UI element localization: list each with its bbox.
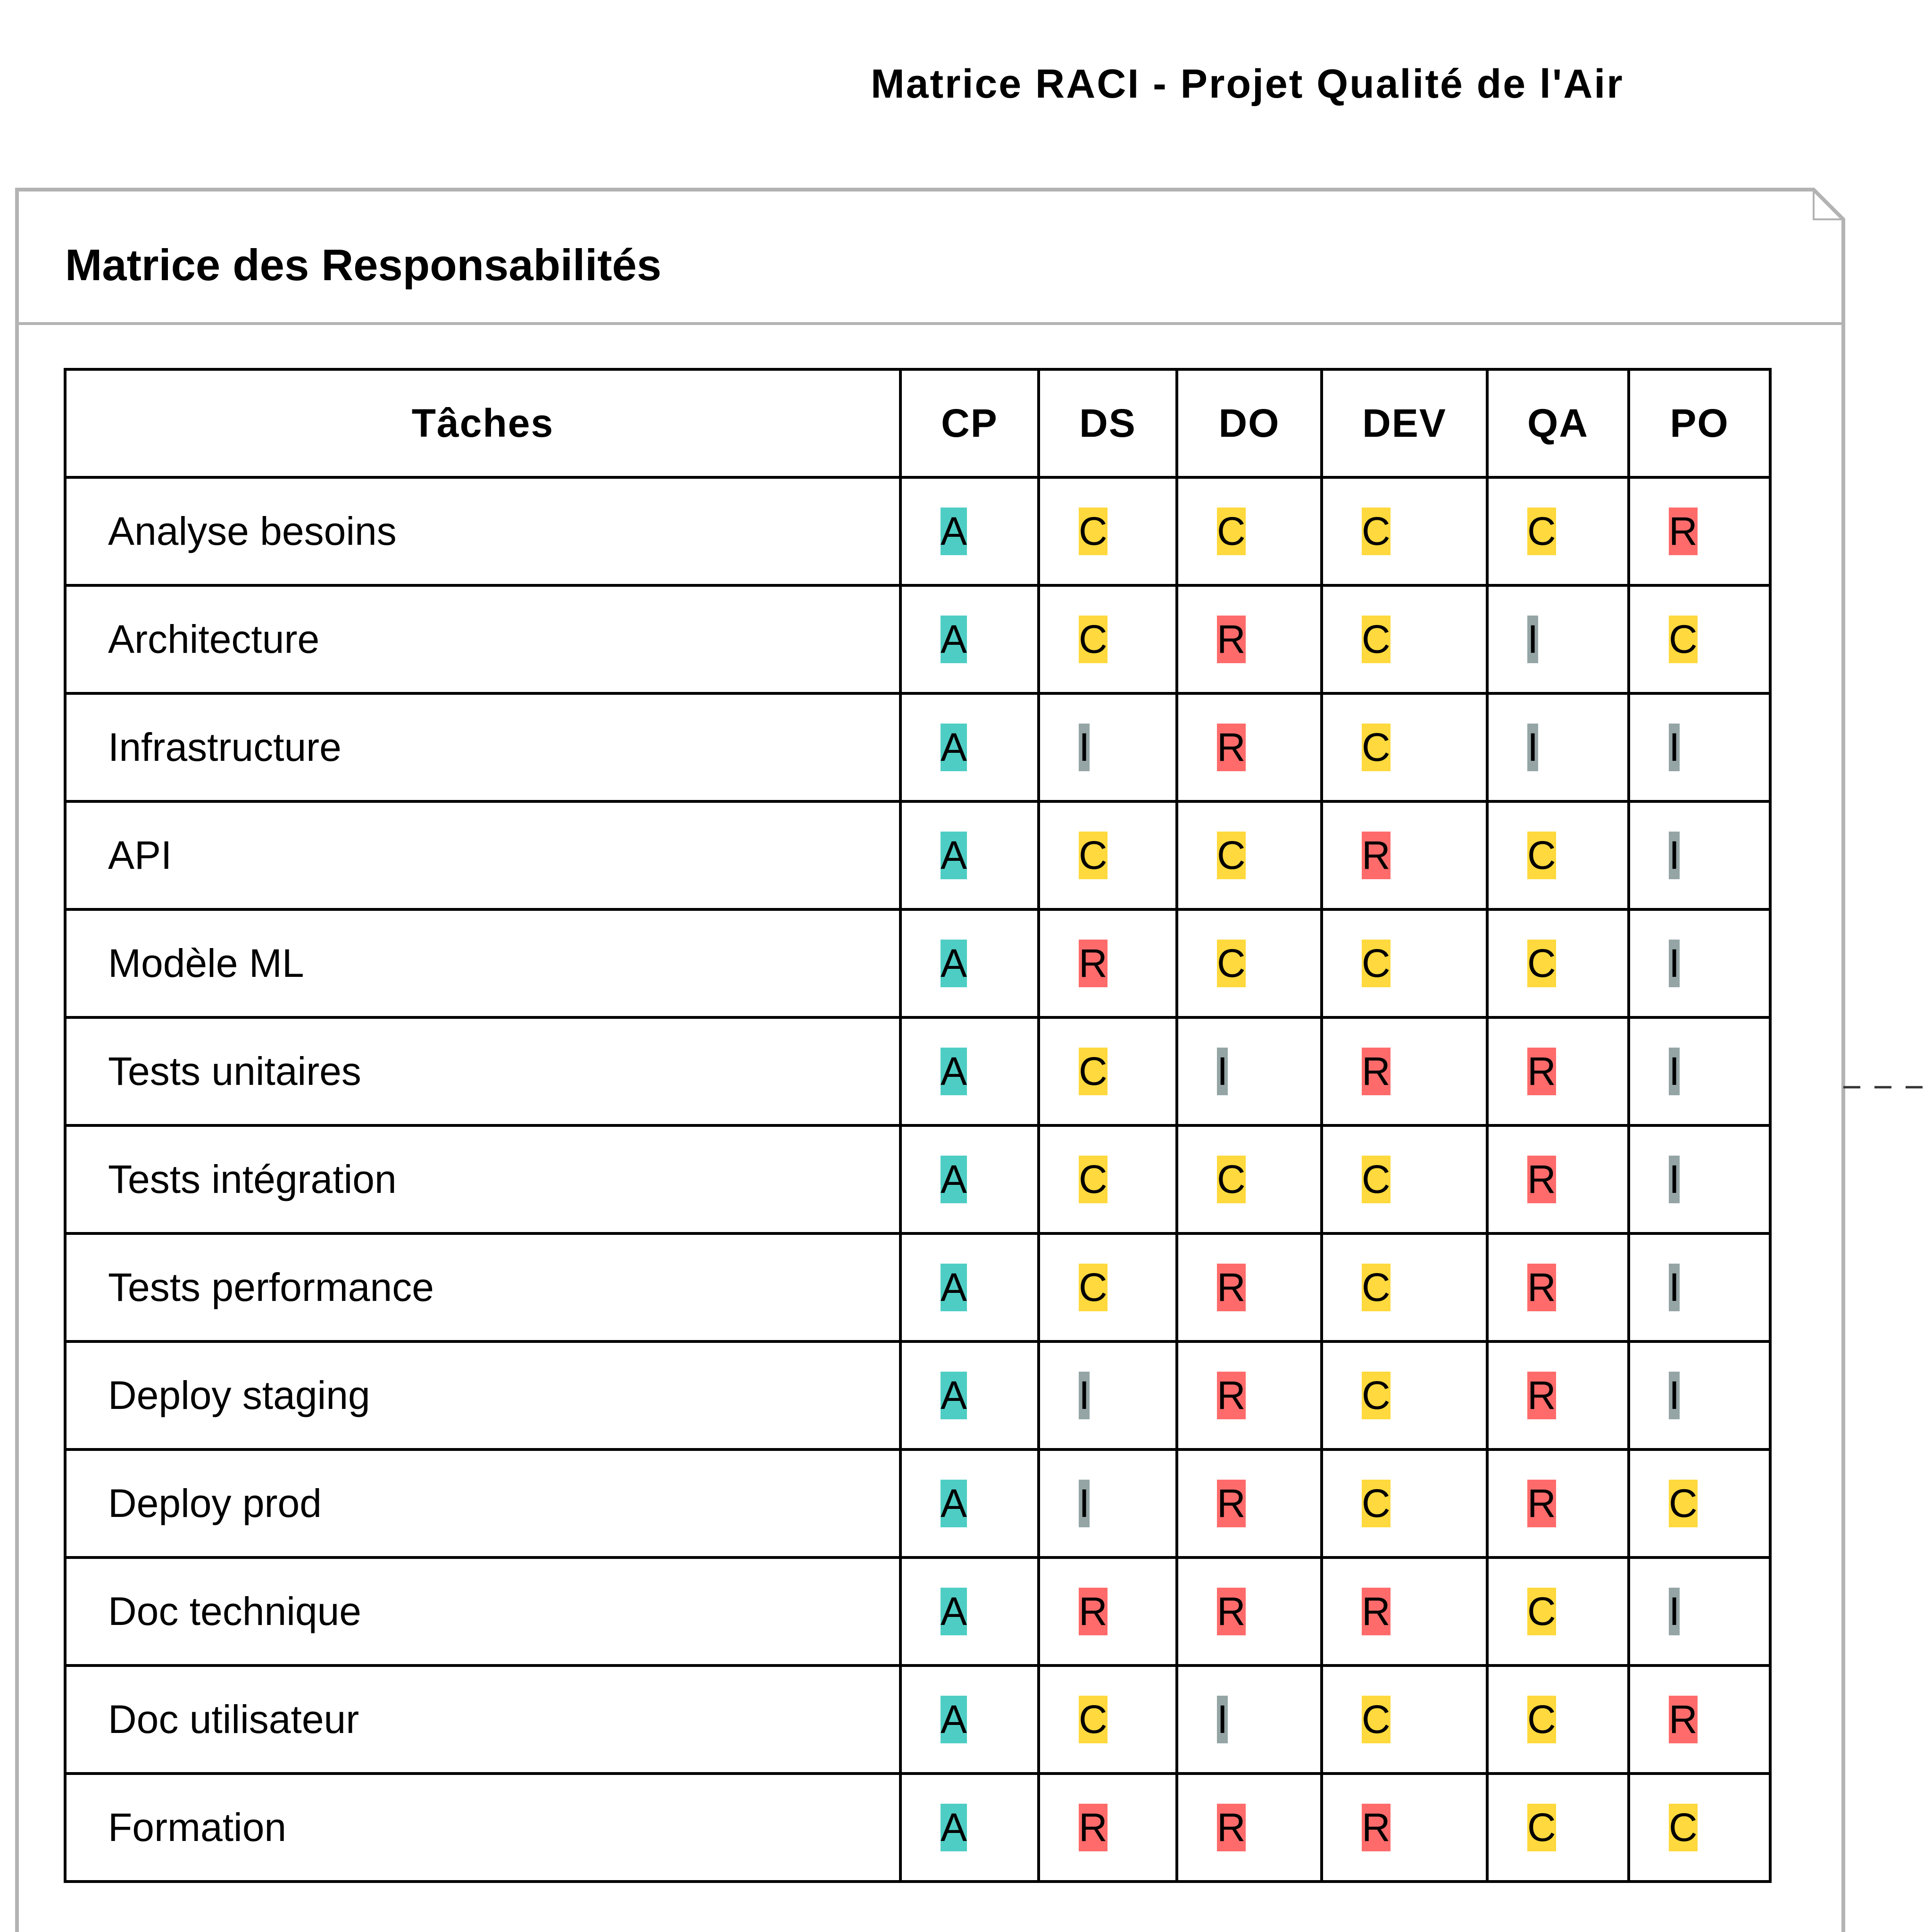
- raci-cell: [900, 1017, 1039, 1125]
- role-header: DO: [1177, 369, 1322, 477]
- table-row: [65, 1125, 1770, 1233]
- raci-code: A: [941, 1048, 967, 1095]
- raci-cell: [1322, 477, 1487, 585]
- raci-code: C: [1362, 1156, 1391, 1203]
- raci-code: A: [941, 1264, 967, 1311]
- task-name: Tests intégration: [65, 1125, 900, 1233]
- raci-cell: [1322, 1557, 1487, 1666]
- table-row: [65, 1666, 1770, 1774]
- raci-code: R: [1669, 508, 1698, 555]
- raci-cell: [1177, 1774, 1322, 1882]
- raci-cell: [900, 1341, 1039, 1449]
- raci-code: C: [1362, 1264, 1391, 1311]
- raci-code: C: [1217, 508, 1246, 555]
- raci-code: C: [1362, 616, 1391, 663]
- table-row: [65, 1233, 1770, 1341]
- raci-cell: [1629, 1557, 1770, 1666]
- raci-cell: [1039, 1341, 1177, 1449]
- raci-cell: [1487, 477, 1629, 585]
- raci-code: C: [1527, 1804, 1556, 1851]
- raci-code: R: [1527, 1156, 1556, 1203]
- raci-code: I: [1669, 1372, 1680, 1419]
- task-header: Tâches: [65, 369, 900, 477]
- raci-code: R: [1527, 1264, 1556, 1311]
- raci-cell: [1322, 801, 1487, 909]
- raci-code: R: [1217, 724, 1246, 771]
- table-row: [65, 477, 1770, 585]
- raci-cell: [1629, 1017, 1770, 1125]
- raci-cell: [1487, 1125, 1629, 1233]
- raci-code: I: [1669, 1156, 1680, 1203]
- raci-code: A: [941, 1804, 967, 1851]
- raci-code: A: [941, 616, 967, 663]
- role-header: CP: [900, 369, 1039, 477]
- raci-cell: [1629, 1666, 1770, 1774]
- raci-code: R: [1527, 1048, 1556, 1095]
- raci-code: A: [941, 1588, 967, 1635]
- raci-code: R: [1217, 616, 1246, 663]
- raci-code: C: [1669, 1804, 1698, 1851]
- raci-code: R: [1669, 1696, 1698, 1743]
- task-name: Tests unitaires: [65, 1017, 900, 1125]
- raci-code: C: [1217, 940, 1246, 987]
- raci-code: R: [1217, 1480, 1246, 1527]
- raci-code: R: [1079, 940, 1108, 987]
- raci-code: C: [1362, 1372, 1391, 1419]
- raci-cell: [1629, 1125, 1770, 1233]
- raci-code: R: [1527, 1480, 1556, 1527]
- raci-cell: [1177, 1233, 1322, 1341]
- raci-cell: [1177, 909, 1322, 1017]
- raci-code: C: [1079, 616, 1108, 663]
- raci-cell: [1322, 693, 1487, 801]
- raci-cell: [1629, 1341, 1770, 1449]
- task-name: API: [65, 801, 900, 909]
- raci-code: I: [1669, 940, 1680, 987]
- task-name: Tests performance: [65, 1233, 900, 1341]
- raci-cell: [1629, 1774, 1770, 1882]
- raci-code: A: [941, 832, 967, 879]
- raci-cell: [1177, 585, 1322, 693]
- raci-cell: [1177, 1557, 1322, 1666]
- diagram-title: Matrice RACI - Projet Qualité de l'Air: [871, 61, 1624, 107]
- raci-cell: [900, 693, 1039, 801]
- raci-cell: [1629, 477, 1770, 585]
- raci-code: I: [1079, 1372, 1090, 1419]
- raci-code: R: [1217, 1588, 1246, 1635]
- raci-cell: [1487, 1017, 1629, 1125]
- raci-code: C: [1362, 1480, 1391, 1527]
- raci-code: C: [1527, 1696, 1556, 1743]
- raci-cell: [1322, 1017, 1487, 1125]
- raci-code: C: [1362, 1696, 1391, 1743]
- raci-cell: [1487, 693, 1629, 801]
- raci-cell: [900, 1125, 1039, 1233]
- raci-cell: [1177, 1341, 1322, 1449]
- raci-code: A: [941, 1696, 967, 1743]
- raci-cell: [1322, 1233, 1487, 1341]
- raci-cell: [900, 477, 1039, 585]
- task-name: Deploy prod: [65, 1449, 900, 1557]
- raci-cell: [1039, 1233, 1177, 1341]
- raci-cell: [1039, 585, 1177, 693]
- role-header: DS: [1039, 369, 1177, 477]
- raci-cell: [1177, 1125, 1322, 1233]
- raci-code: I: [1669, 1588, 1680, 1635]
- table-row: [65, 1017, 1770, 1125]
- raci-code: I: [1217, 1048, 1228, 1095]
- raci-cell: [1039, 1666, 1177, 1774]
- raci-cell: [1487, 1666, 1629, 1774]
- raci-cell: [1177, 1666, 1322, 1774]
- raci-cell: [1487, 585, 1629, 693]
- raci-code: C: [1079, 1264, 1108, 1311]
- table-row: [65, 801, 1770, 909]
- raci-code: C: [1362, 724, 1391, 771]
- raci-code: A: [941, 1156, 967, 1203]
- raci-code: C: [1079, 508, 1108, 555]
- raci-cell: [1039, 1557, 1177, 1666]
- raci-cell: [1629, 1449, 1770, 1557]
- raci-code: I: [1669, 1264, 1680, 1311]
- raci-code: C: [1362, 508, 1391, 555]
- raci-cell: [1487, 1774, 1629, 1882]
- raci-code: C: [1527, 832, 1556, 879]
- raci-code: I: [1669, 724, 1680, 771]
- raci-code: C: [1079, 1156, 1108, 1203]
- table-row: [65, 1774, 1770, 1882]
- raci-cell: [1322, 585, 1487, 693]
- table-row: [65, 1449, 1770, 1557]
- raci-cell: [1629, 909, 1770, 1017]
- raci-cell: [1177, 1449, 1322, 1557]
- raci-cell: [1629, 585, 1770, 693]
- task-name: Deploy staging: [65, 1341, 900, 1449]
- raci-cell: [1487, 1449, 1629, 1557]
- raci-code: C: [1669, 1480, 1698, 1527]
- raci-cell: [1487, 1557, 1629, 1666]
- raci-cell: [1487, 909, 1629, 1017]
- raci-cell: [1039, 1449, 1177, 1557]
- raci-code: R: [1527, 1372, 1556, 1419]
- raci-code: I: [1079, 724, 1090, 771]
- raci-code: R: [1362, 832, 1391, 879]
- task-name: Modèle ML: [65, 909, 900, 1017]
- table-row: [65, 693, 1770, 801]
- raci-code: I: [1079, 1480, 1090, 1527]
- raci-cell: [1039, 1774, 1177, 1882]
- package-title: Matrice des Responsabilités: [65, 240, 662, 290]
- raci-code: A: [941, 1372, 967, 1419]
- task-name: Doc utilisateur: [65, 1666, 900, 1774]
- table-row: [65, 1341, 1770, 1449]
- raci-cell: [1177, 477, 1322, 585]
- raci-cell: [900, 1666, 1039, 1774]
- raci-cell: [1039, 909, 1177, 1017]
- table-row: [65, 1557, 1770, 1666]
- raci-cell: [1629, 693, 1770, 801]
- raci-code: R: [1217, 1264, 1246, 1311]
- raci-cell: [1629, 801, 1770, 909]
- task-name: Doc technique: [65, 1557, 900, 1666]
- role-header: DEV: [1322, 369, 1487, 477]
- task-name: Analyse besoins: [65, 477, 900, 585]
- raci-code: I: [1669, 832, 1680, 879]
- raci-code: R: [1362, 1048, 1391, 1095]
- raci-code: A: [941, 940, 967, 987]
- raci-code: I: [1669, 1048, 1680, 1095]
- raci-cell: [1322, 1449, 1487, 1557]
- raci-code: C: [1079, 832, 1108, 879]
- raci-cell: [1177, 693, 1322, 801]
- task-name: Infrastructure: [65, 693, 900, 801]
- task-name: Architecture: [65, 585, 900, 693]
- raci-code: C: [1362, 940, 1391, 987]
- role-header: PO: [1629, 369, 1770, 477]
- raci-code: A: [941, 508, 967, 555]
- raci-cell: [1487, 801, 1629, 909]
- raci-code: I: [1217, 1696, 1228, 1743]
- raci-code: C: [1079, 1048, 1108, 1095]
- raci-cell: [900, 1449, 1039, 1557]
- task-name: Formation: [65, 1774, 900, 1882]
- raci-cell: [1322, 1774, 1487, 1882]
- raci-cell: [1039, 1017, 1177, 1125]
- raci-cell: [900, 1774, 1039, 1882]
- raci-code: C: [1217, 1156, 1246, 1203]
- raci-cell: [1322, 1341, 1487, 1449]
- raci-cell: [1039, 1125, 1177, 1233]
- raci-cell: [900, 1233, 1039, 1341]
- raci-code: C: [1079, 1696, 1108, 1743]
- role-header: QA: [1487, 369, 1629, 477]
- raci-cell: [900, 1557, 1039, 1666]
- raci-cell: [1039, 693, 1177, 801]
- raci-cell: [900, 801, 1039, 909]
- table-row: [65, 585, 1770, 693]
- raci-code: C: [1669, 616, 1698, 663]
- raci-cell: [1039, 477, 1177, 585]
- table-row: [65, 909, 1770, 1017]
- raci-code: R: [1217, 1372, 1246, 1419]
- raci-cell: [900, 909, 1039, 1017]
- raci-code: R: [1079, 1588, 1108, 1635]
- raci-code: C: [1527, 1588, 1556, 1635]
- raci-code: C: [1527, 940, 1556, 987]
- raci-code: R: [1079, 1804, 1108, 1851]
- raci-cell: [1039, 801, 1177, 909]
- raci-cell: [1487, 1233, 1629, 1341]
- raci-code: I: [1527, 616, 1538, 663]
- raci-code: A: [941, 724, 967, 771]
- raci-cell: [1322, 1666, 1487, 1774]
- raci-cell: [1177, 801, 1322, 909]
- header-row: [65, 369, 1770, 477]
- raci-code: A: [941, 1480, 967, 1527]
- raci-code: C: [1217, 832, 1246, 879]
- raci-cell: [1629, 1233, 1770, 1341]
- raci-cell: [1322, 909, 1487, 1017]
- raci-code: I: [1527, 724, 1538, 771]
- raci-code: R: [1362, 1804, 1391, 1851]
- raci-cell: [900, 585, 1039, 693]
- raci-code: R: [1362, 1588, 1391, 1635]
- raci-code: C: [1527, 508, 1556, 555]
- raci-code: R: [1217, 1804, 1246, 1851]
- raci-cell: [1322, 1125, 1487, 1233]
- raci-cell: [1177, 1017, 1322, 1125]
- raci-cell: [1487, 1341, 1629, 1449]
- raci-table: [64, 368, 1772, 1883]
